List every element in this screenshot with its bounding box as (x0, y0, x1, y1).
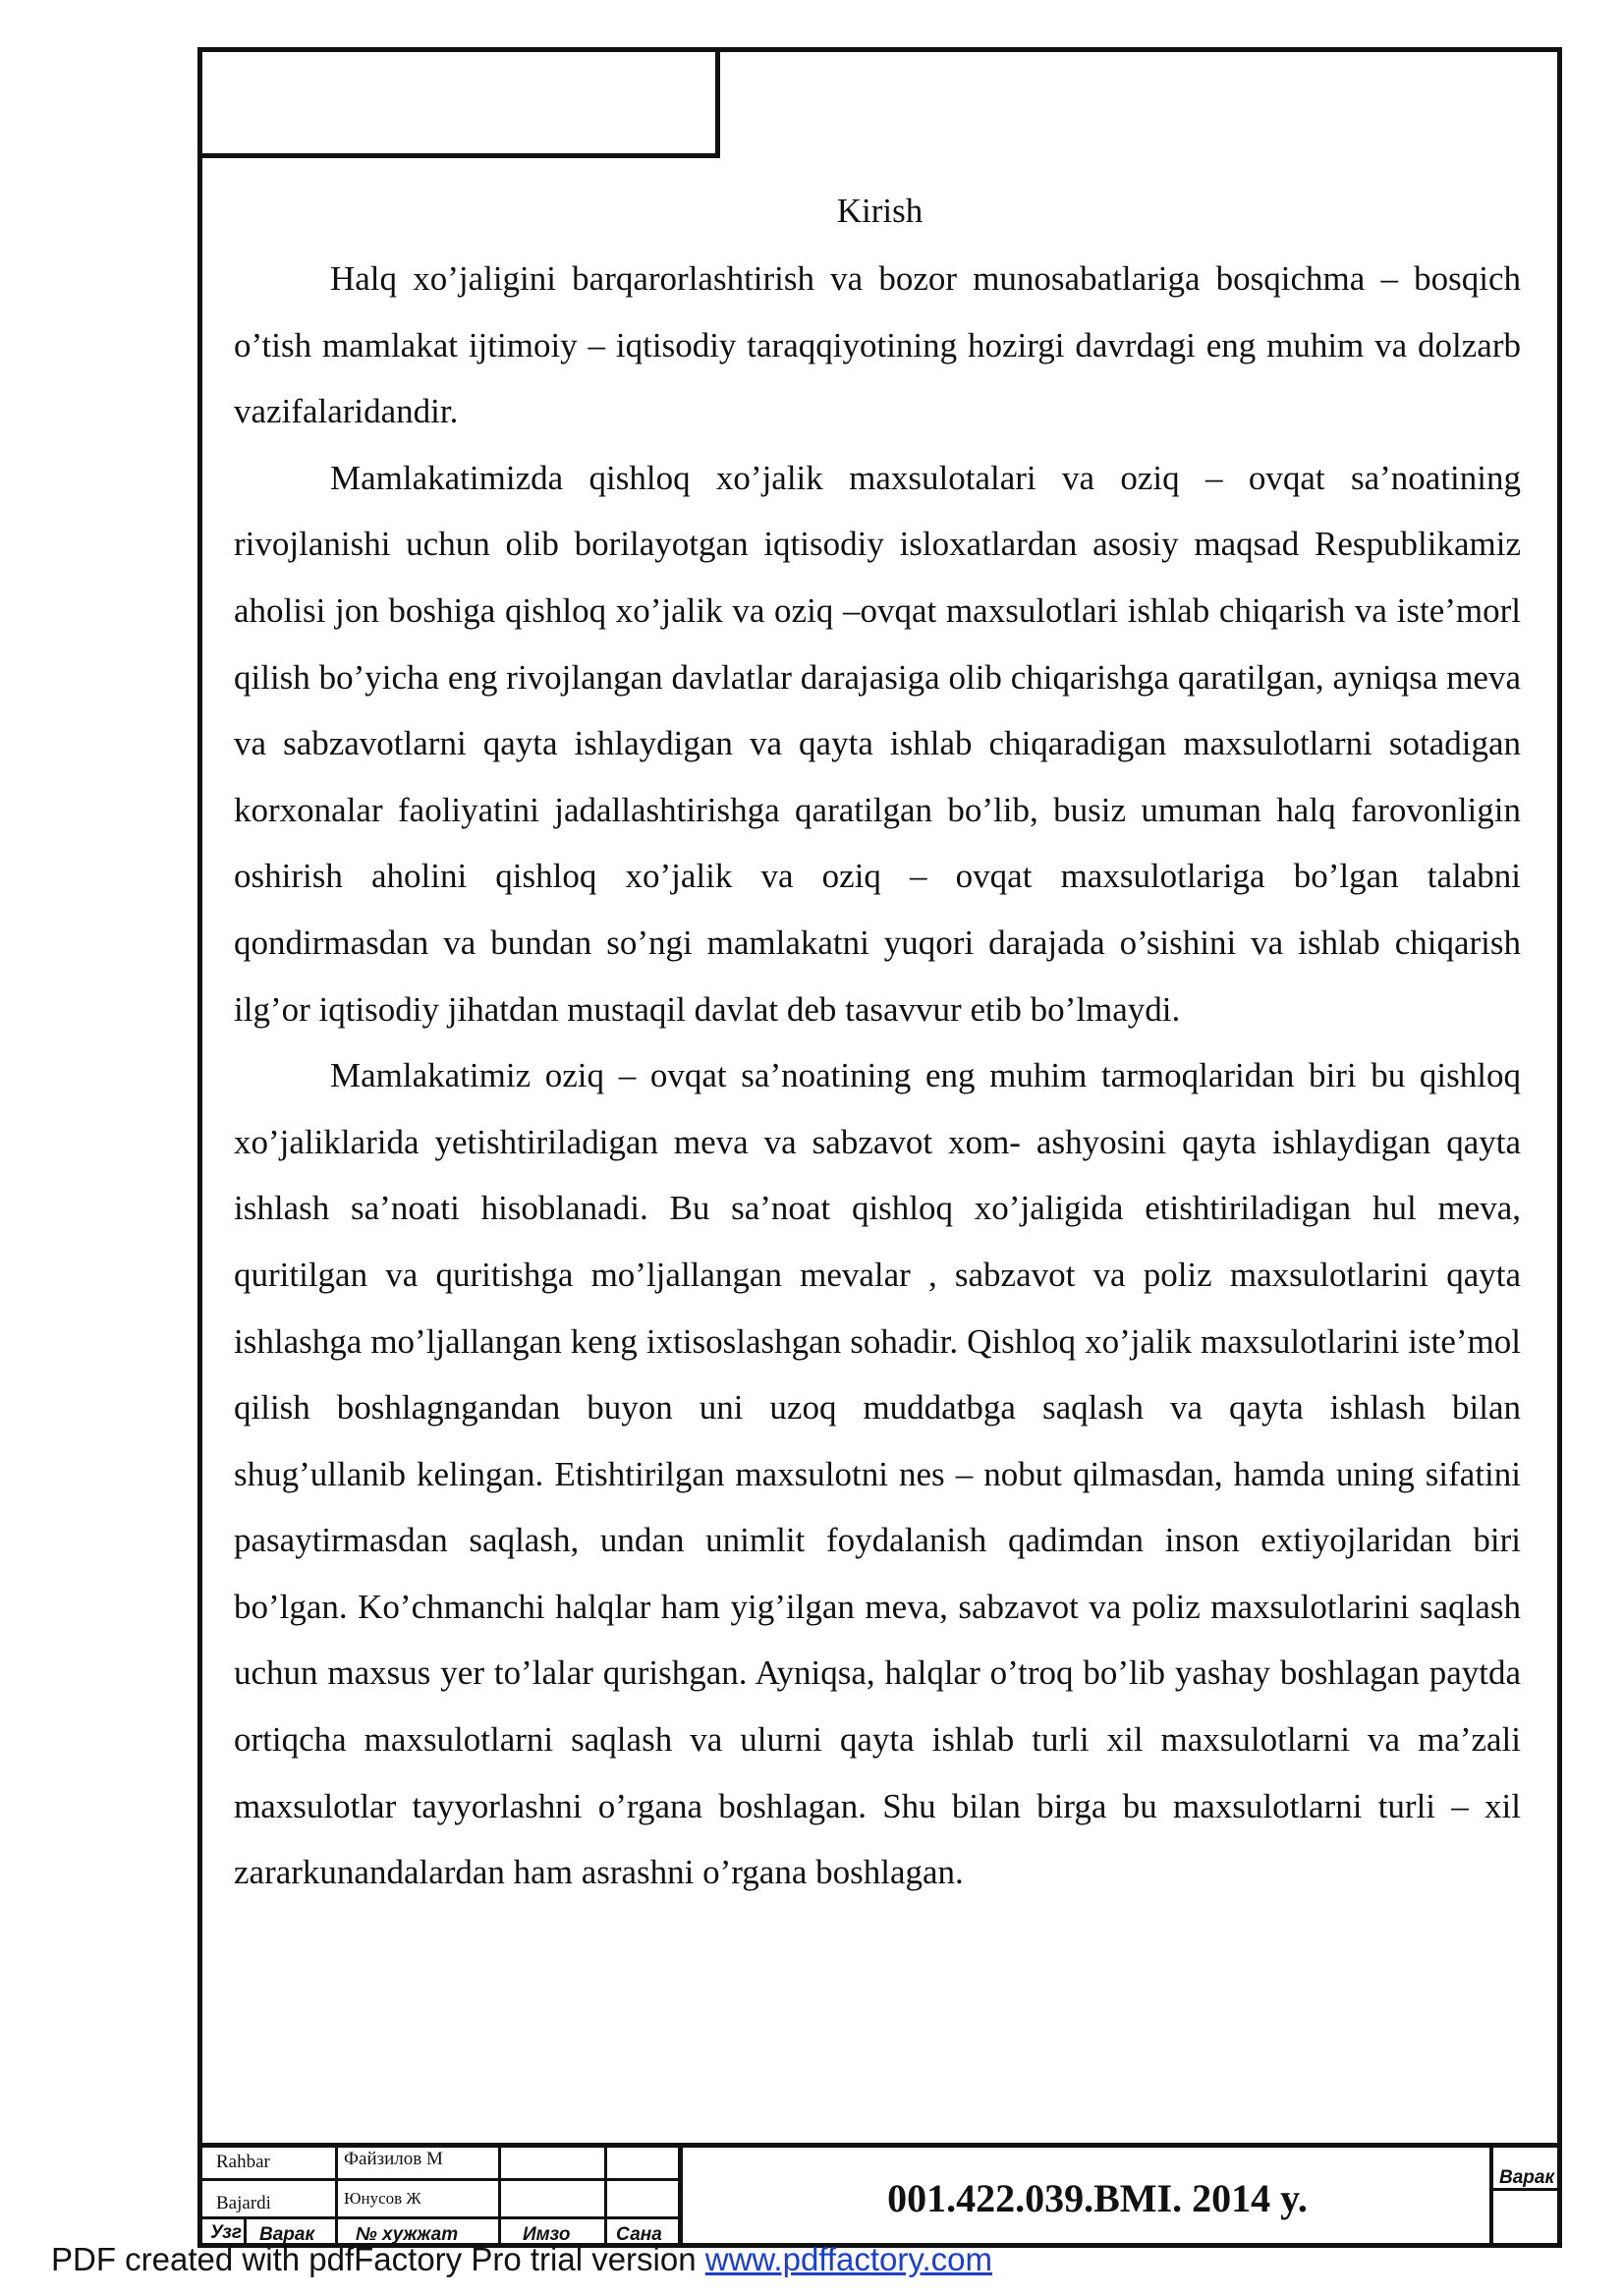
paragraph-2: Mamlakatimizda qishloq xo’jalik maxsulotalari va oziq – ovqat sa’noatining rivojlanishi uchun olib borilayotgan iqtisodiy isloxatlardan asosiy maqsad Respublikamiz aholisi jon boshiga qishloq xo’jalik va oziq –ovqat maxsulotlari ishlab chiqarish va iste’morl qilish bo’yicha eng rivojlangan davlatlar darajasiga olib chiqarishga qaratilgan, ayniqsa meva va sabzavotlarni qayta ishlaydigan va qayta ishlab chiqaradigan maxsulotlarni sotadigan korxonalar faoliyatini jadallashtirishga qaratilgan bo’lib, busiz umuman halq farovonligin oshirish aholini qishloq xo’jalik va oziq – ovqat maxsulotlariga bo’lgan talabni qondirmasdan va bundan so’ngi mamlakatni yuqori darajada o’sishini va ishlab chiqarish ilg’or iqtisodiy jihatdan mustaqil davlat deb tasavvur etib bo’lmaydi. (234, 458, 1521, 1029)
stamp-name-rahbar: Файзилов М (344, 2149, 443, 2169)
page-title: Kirish (836, 192, 924, 230)
stamp-divider (335, 2143, 338, 2248)
stamp-divider (604, 2143, 607, 2248)
stamp-header-signature: Имзо (523, 2224, 571, 2245)
paragraph-1: Halq xo’jaligini barqarorlashtirish va bozor munosabatlariga bosqichma – bosqich o’tish mamlakat ijtimoiy – iqtisodiy taraqqiyotining hozirgi davrdagi eng muhim va dolzarb vazifalaridandir. (234, 259, 1521, 431)
footer-text: PDF created with pdfFactory Pro trial version (51, 2241, 705, 2277)
stamp-role-bajardi: Bajardi (216, 2193, 271, 2213)
stamp-header-change: Узг (210, 2222, 242, 2243)
body-text (234, 246, 1521, 1906)
stamp-header-doc-number: № хужжат (356, 2224, 459, 2245)
footer-link[interactable]: www.pdffactory.com (704, 2241, 992, 2277)
document-code: 001.422.039.BMI. 2014 y. (887, 2176, 1308, 2220)
stamp-header-sheet: Варак (259, 2224, 315, 2245)
stamp-row-line (197, 2178, 680, 2181)
paragraph-3: Mamlakatimiz oziq – ovqat sa’noatining eng muhim tarmoqlaridan biri bu qishloq xo’jaliklarida yetishtiriladigan meva va sabzavot xom- ashyosini qayta ishlaydigan qayta ishlash sa’noati hisoblanadi. Bu sa’noat qishloq xo’jaligida etishtiriladigan hul meva, quritilgan va quritishga mo’ljallangan mevalar , sabzavot va poliz maxsulotlarini qayta ishlashga mo’ljallangan keng ixtisoslashgan sohadir. Qishloq xo’jalik maxsulotlarini iste’mol qilish boshlagngandan buyon uni uzoq muddatbga saqlash va qayta ishlash bilan shug’ullanib kelingan. Etishtirilgan maxsulotni nes – nobut qilmasdan, hamda uning sifatini pasaytirmasdan saqlash, undan unimlit foydalanish qadimdan inson extiyojlaridan biri bo’lgan. Ko’chmanchi halqlar ham yig’ilgan meva, sabzavot va poliz maxsulotlarini saqlash uchun maxsus yer to’lalar qurishgan. Ayniqsa, halqlar o’troq bo’lib yashay boshlagan paytda ortiqcha maxsulotlarni saqlash va ulurni qayta ishlab turli xil maxsulotlarni va ma’zali maxsulotlar tayyorlashni o’rgana boshlagan. Shu bilan birga bu maxsulotlarni turli – xil zararkunandalardan ham asrashni o’rgana boshlagan. (234, 1056, 1521, 1892)
stamp-row-line (197, 2216, 680, 2219)
stamp-name-bajardi: Юнусов Ж (344, 2189, 421, 2208)
stamp-sheet-label: Варак (1499, 2167, 1555, 2188)
stamp-header-date: Сана (616, 2224, 662, 2245)
stamp-role-rahbar: Rahbar (216, 2152, 270, 2172)
pdf-footer-note (51, 2240, 992, 2279)
corner-box (197, 47, 720, 158)
stamp-divider (498, 2143, 501, 2248)
